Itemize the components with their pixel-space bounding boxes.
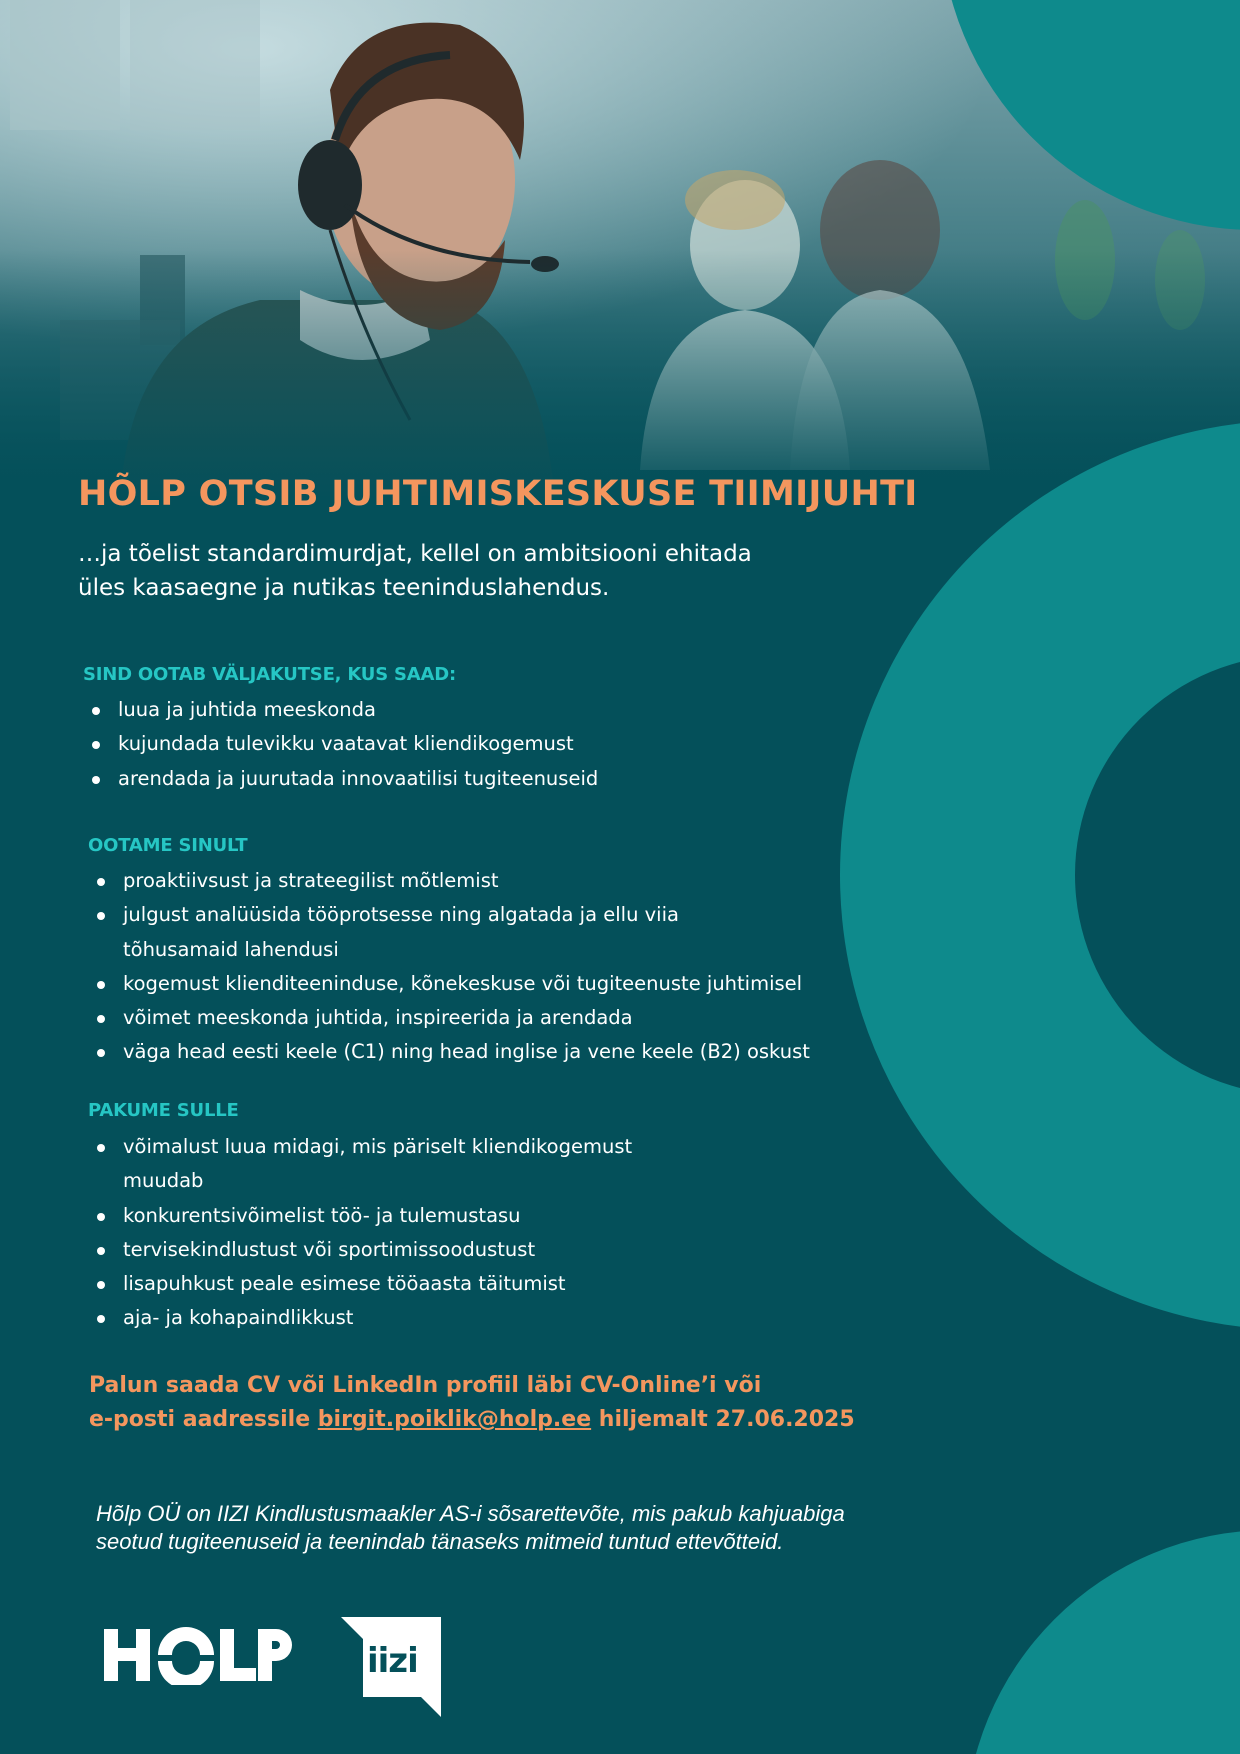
cta-line-2: [89, 1403, 989, 1437]
list-item: võimet meeskonda juhtida, inspireerida ja arendada: [95, 1001, 810, 1035]
list-item: aja- ja kohapaindlikkust: [95, 1301, 632, 1335]
list-item: arendada ja juurutada innovaatilisi tugiteenuseid: [90, 762, 598, 796]
list-item: kogemust klienditeeninduse, kõnekeskuse või tugiteenuste juhtimisel: [95, 967, 810, 1001]
section-heading-offer: PAKUME SULLE: [88, 1100, 239, 1121]
application-call-to-action: [89, 1369, 989, 1437]
company-note: [96, 1500, 956, 1556]
subtitle-line-1: …ja tõelist standardimurdjat, kellel on ambitsiooni ehitada: [78, 541, 752, 567]
subtitle-line-2: üles kaasaegne ja nutikas teeninduslahendus.: [78, 575, 610, 601]
list-item-line: julgust analüüsida tööprotsesse ning algatada ja ellu viia: [123, 903, 679, 927]
offer-list: [95, 1130, 632, 1336]
list-item-line: tõhusamaid lahendusi: [123, 937, 339, 961]
page-title: HÕLP OTSIB JUHTIMISKESKUSE TIIMIJUHTI: [78, 474, 918, 514]
list-item: [95, 898, 810, 967]
iizi-logo: [341, 1617, 443, 1717]
section-heading-expectations: OOTAME SINULT: [88, 835, 248, 856]
list-item: konkurentsivõimelist töö- ja tulemustasu: [95, 1199, 632, 1233]
expectations-list: [95, 864, 810, 1070]
holp-logo: [100, 1625, 295, 1685]
email-link[interactable]: birgit.poiklik@holp.ee: [317, 1407, 592, 1432]
page-subtitle: [78, 537, 858, 605]
list-item-line: muudab: [123, 1169, 204, 1193]
cta-line-1: Palun saada CV või LinkedIn profiil läbi CV-Online’i või: [89, 1373, 762, 1398]
note-line-1: Hõlp OÜ on IIZI Kindlustusmaakler AS-i sõsarettevõte, mis pakub kahjuabiga: [96, 1501, 845, 1526]
cta-deadline: hiljemalt 27.06.2025: [591, 1407, 855, 1432]
challenge-list: [90, 693, 598, 796]
list-item: kujundada tulevikku vaatavat kliendikogemust: [90, 727, 598, 761]
section-heading-challenge: SIND OOTAB VÄLJAKUTSE, KUS SAAD:: [83, 664, 457, 685]
list-item: luua ja juhtida meeskonda: [90, 693, 598, 727]
iizi-logo-text: iizi: [367, 1641, 418, 1681]
list-item: [95, 1130, 632, 1199]
list-item-line: võimalust luua midagi, mis päriselt kliendikogemust: [123, 1135, 633, 1158]
note-line-2: seotud tugiteenuseid ja teenindab tänaseks mitmeid tuntud ettevõtteid.: [96, 1529, 784, 1554]
cta-prefix: e-posti aadressile: [89, 1407, 318, 1432]
list-item: proaktiivsust ja strateegilist mõtlemist: [95, 864, 810, 898]
list-item: väga head eesti keele (C1) ning head inglise ja vene keele (B2) oskust: [95, 1035, 810, 1069]
list-item: lisapuhkust peale esimese tööaasta täitumist: [95, 1267, 632, 1301]
list-item: tervisekindlustust või sportimissoodustust: [95, 1233, 632, 1267]
